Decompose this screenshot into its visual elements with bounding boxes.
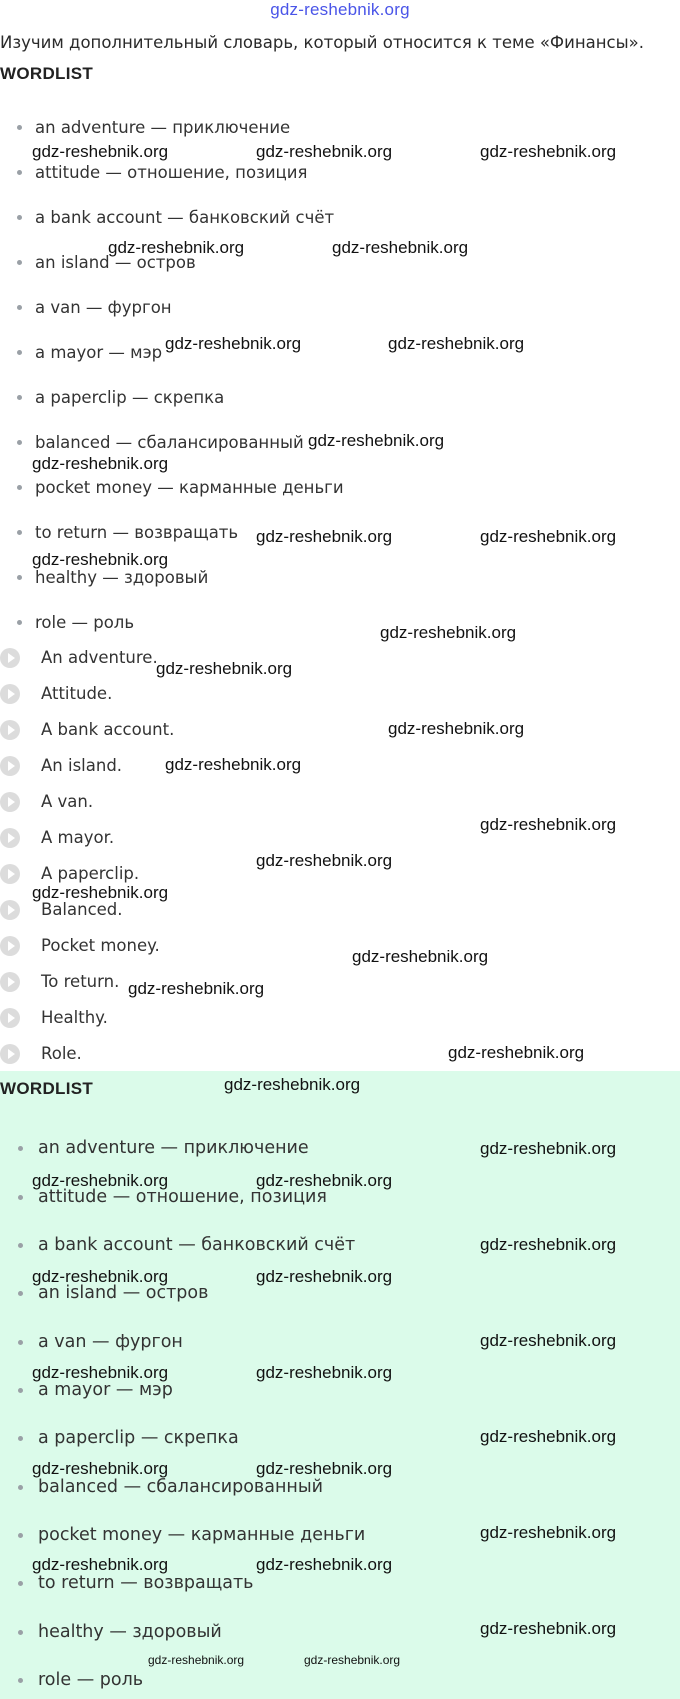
watermark: gdz-reshebnik.org [32, 1363, 169, 1382]
bullet-icon [17, 350, 22, 355]
watermark: gdz-reshebnik.org [308, 431, 445, 450]
play-icon[interactable] [0, 684, 20, 704]
watermark: gdz-reshebnik.org [480, 815, 617, 834]
watermark: gdz-reshebnik.org [480, 1331, 617, 1350]
bullet-icon [17, 305, 22, 310]
watermark: gdz-reshebnik.org [256, 527, 393, 546]
watermark: gdz-reshebnik.org [256, 1363, 393, 1382]
watermark: gdz-reshebnik.org [156, 659, 293, 678]
bullet-icon [18, 1146, 23, 1151]
watermark: gdz-reshebnik.org [256, 1555, 393, 1574]
play-icon[interactable] [0, 1008, 20, 1028]
watermark: gdz-reshebnik.org [128, 979, 265, 998]
bullet-icon [18, 1436, 23, 1441]
bullet-icon [18, 1678, 23, 1683]
watermark: gdz-reshebnik.org [256, 1459, 393, 1478]
watermark: gdz-reshebnik.org [480, 527, 617, 546]
watermark: gdz-reshebnik.org [332, 238, 469, 257]
play-icon[interactable] [0, 972, 20, 992]
play-icon[interactable] [0, 900, 20, 920]
bullet-icon [17, 125, 22, 130]
bullet-icon [17, 215, 22, 220]
wordlist-title: WORDLIST [0, 64, 94, 83]
play-icon[interactable] [0, 936, 20, 956]
watermark: gdz-reshebnik.org [32, 1171, 169, 1190]
watermark: gdz-reshebnik.org [480, 1427, 617, 1446]
play-icon[interactable] [0, 648, 20, 668]
bullet-icon [18, 1581, 23, 1586]
watermark: gdz-reshebnik.org [380, 623, 517, 642]
play-icon[interactable] [0, 1044, 20, 1064]
watermark: gdz-reshebnik.org [256, 142, 393, 161]
highlighted-wordlist-section: WORDLIST an adventure — приключение attitude — отношение, позиция a bank account — банковский счёт an island — остров a van — фургон a mayor — мэр a paperclip — скрепка balanced — сбалансированный pocket money — карманные деньги to return — возвращать healthy — здоровый role — роль [0, 1071, 680, 1699]
play-icon[interactable] [0, 828, 20, 848]
bullet-icon [18, 1388, 23, 1393]
bullet-icon [17, 440, 22, 445]
watermark: gdz-reshebnik.org [480, 1619, 617, 1638]
watermark: gdz-reshebnik.org [480, 1235, 617, 1254]
watermark: gdz-reshebnik.org [388, 334, 525, 353]
bullet-icon [17, 170, 22, 175]
bullet-icon [17, 530, 22, 535]
watermark: gdz-reshebnik.org [304, 1653, 401, 1667]
play-icon[interactable] [0, 720, 20, 740]
watermark: gdz-reshebnik.org [480, 142, 617, 161]
site-title-link[interactable]: gdz-reshebnik.org [270, 0, 410, 19]
bullet-icon [18, 1533, 23, 1538]
watermark: gdz-reshebnik.org [32, 1459, 169, 1478]
watermark: gdz-reshebnik.org [256, 851, 393, 870]
bullet-icon [18, 1195, 23, 1200]
watermark: gdz-reshebnik.org [224, 1075, 361, 1094]
play-icon[interactable] [0, 792, 20, 812]
watermark: gdz-reshebnik.org [32, 883, 169, 902]
bullet-icon [17, 575, 22, 580]
bullet-icon [18, 1630, 23, 1635]
watermark: gdz-reshebnik.org [448, 1043, 585, 1062]
bullet-icon [18, 1243, 23, 1248]
bullet-icon [18, 1291, 23, 1296]
watermark: gdz-reshebnik.org [148, 1653, 245, 1667]
watermark: gdz-reshebnik.org [32, 1555, 169, 1574]
watermark: gdz-reshebnik.org [480, 1139, 617, 1158]
watermark: gdz-reshebnik.org [388, 719, 525, 738]
bullet-icon [17, 260, 22, 265]
watermark: gdz-reshebnik.org [32, 142, 169, 161]
bullet-icon [18, 1340, 23, 1345]
watermark: gdz-reshebnik.org [165, 334, 302, 353]
play-icon[interactable] [0, 756, 20, 776]
watermark: gdz-reshebnik.org [108, 238, 245, 257]
wordlist-title: WORDLIST [0, 1079, 94, 1098]
bullet-icon [17, 395, 22, 400]
bullet-icon [18, 1485, 23, 1490]
watermark: gdz-reshebnik.org [165, 755, 302, 774]
watermark: gdz-reshebnik.org [352, 947, 489, 966]
bullet-icon [17, 620, 22, 625]
bullet-icon [17, 485, 22, 490]
play-icon[interactable] [0, 864, 20, 884]
site-header [0, 0, 680, 24]
watermark: gdz-reshebnik.org [32, 454, 169, 473]
watermark: gdz-reshebnik.org [256, 1267, 393, 1286]
watermark: gdz-reshebnik.org [32, 550, 169, 569]
intro-text: Изучим дополнительный словарь, который относится к теме «Финансы». [0, 33, 644, 52]
watermark: gdz-reshebnik.org [256, 1171, 393, 1190]
watermark: gdz-reshebnik.org [480, 1523, 617, 1542]
watermark: gdz-reshebnik.org [32, 1267, 169, 1286]
